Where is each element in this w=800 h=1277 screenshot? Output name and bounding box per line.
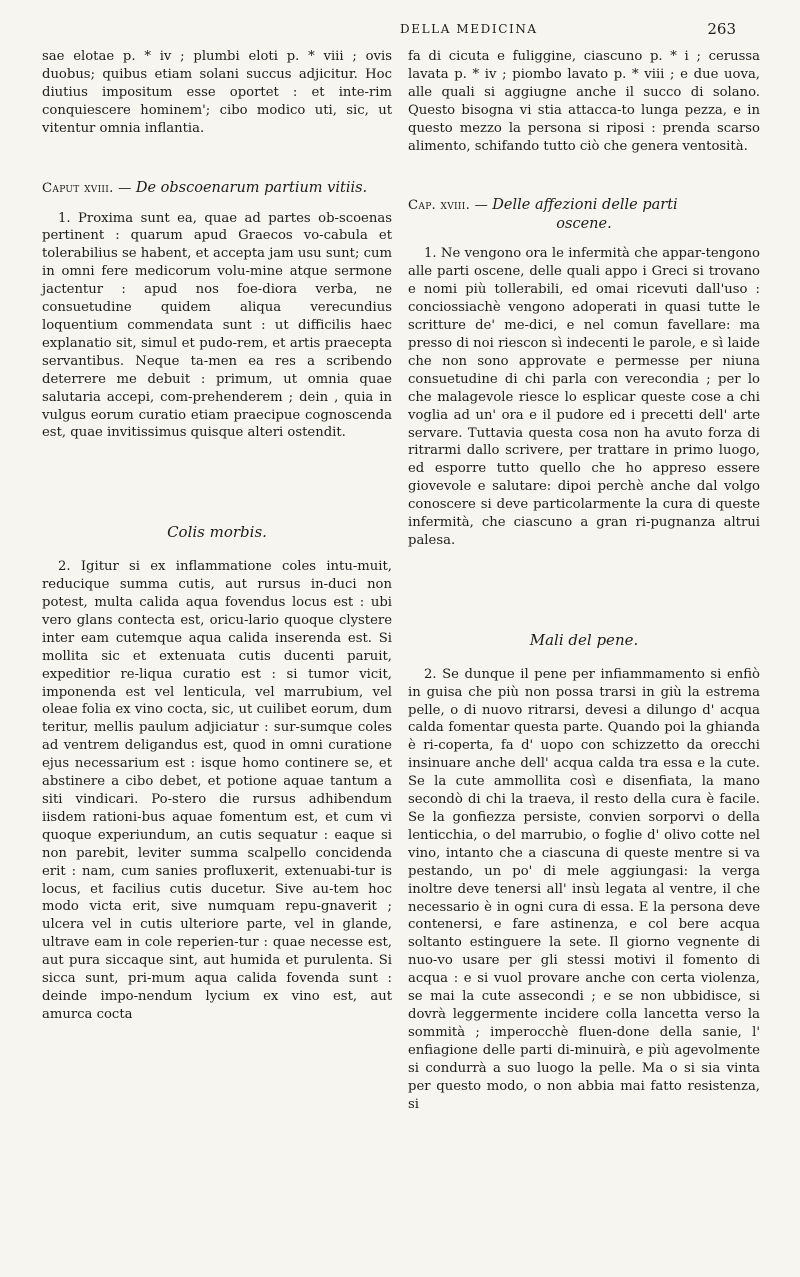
latin-column — [42, 48, 392, 1024]
latin-chapter-heading — [42, 179, 392, 198]
italian-paragraph-1: 1. Ne vengono ora le infermità che appar-tengono alle parti oscene, delle quali appo i Greci si trovano e nomi più tollerabili, ed omai ricevuti dall'uso : conciossiachè vengono adoperati in quasi tutte le scritture de' me-dici, e nel comun favellare: ma presso di noi riescon sì indecenti le parole, e sì laide che non sono approvate e permesse per niuna consuetudine di chi parla con verecondia ; per lo che malagevole riesce lo esplicar queste cose a chi voglia ad un' ora e il pudore ed i precetti dell' arte servare. Tuttavia questa cosa non ha avuto forza di ritrarmi dallo scrivere, per trattare in primo luogo, ed esporre tutto quello che ho appreso essere giovevole e salutare: dipoi perchè anche dal volgo conoscere si deve particolarmente la cura di queste infermità, che ciascuno a gran ri-pugnanza altrui palesa. — [408, 246, 760, 548]
italian-chapter-label: Cap. xviii. — — [408, 198, 489, 214]
page-number: 263 — [707, 20, 736, 38]
latin-paragraph-2: 2. Igitur si ex inflammatione coles intu-muit, reducique summa cutis, aut rursus in-duci non potest, multa calida aqua fovendus locus est : ubi vero glans contecta est, oricu-lario quoque clystere inter eam cutemque aqua calida inserenda est. Si mollita sic et extenuata cutis ducenti paruit, expeditior re-liqua curatio est : si tumor vicit, imponenda est vel lenticula, vel marrubium, vel oleae folia ex vino cocta, sic, ut cuilibet eorum, dum teritur, mellis paulum adjiciatur : sur-sumque coles ad ventrem deligandus est, quod in omni curatione ejus necessarium est : isque homo continere se, et abstinere a cibo debet, et potione aquae tantum a siti vindicari. Po-stero die rursus adhibendum iisdem rationi-bus aquae fomentum est, et cum vi quoque experiundum, an cutis sequatur : eaque si non parebit, leviter summa scalpello concidenda erit : nam, cum sanies profluxerit, extenuabi-tur is locus, et facilius cutis ducetur. Sive au-tem hoc modo victa erit, sive numquam repu-gnaverit ; ulcera vel in cutis ulteriore parte, vel in glande, ultrave eam in cole reperien-tur : quae necesse est, aut pura siccaque sint, aut humida et purulenta. Si sicca sunt, pri-mum aqua calida fovenda sunt : deinde impo-nendum lycium ex vino est, aut amurca cocta — [42, 559, 392, 1022]
latin-chapter-label: Caput xviii. — — [42, 180, 132, 196]
italian-chapter-title: Delle affezioni delle parti — [492, 197, 678, 214]
latin-chapter-title: De obscoenarum partium vitiis. — [135, 179, 368, 196]
italian-column — [408, 48, 760, 1113]
italian-intro-paragraph: fa di cicuta e fuliggine, ciascuno p. * i ; cerussa lavata p. * iv ; piombo lavato p. * viii ; e due uova, alle quali si aggiugne anche il succo di solano. Questo bisogna vi stia attacca-to lunga pezza, e in questo mezzo la persona si riposi : prenda scarso alimento, schifando tutto ciò che genera ventosità. — [408, 49, 760, 154]
italian-section-title: Mali del pene. — [529, 630, 639, 649]
latin-intro-paragraph: sae elotae p. * iv ; plumbi eloti p. * viii ; ovis duobus; quibus etiam solani succus adjicitur. Hoc diutius impositum esse oportet : et inte-rim conquiescere hominem'; cibo modico uti, sic, ut vitentur omnia inflantia. — [42, 49, 392, 136]
running-title: DELLA MEDICINA — [400, 22, 538, 36]
running-head — [0, 22, 800, 46]
italian-chapter-heading — [408, 196, 760, 233]
latin-section-title: Colis morbis. — [167, 523, 267, 542]
latin-paragraph-1: 1. Proxima sunt ea, quae ad partes ob-scoenas pertinent : quarum apud Graecos vo-cabula et tolerabilius se habent, et accepta jam usu sunt; cum in omni fere medicorum volu-mine atque sermone jactentur : apud nos foe-diora verba, ne consuetudine quidem aliqua verecundius loquentium commendata sunt : ut difficilis haec explanatio sit, simul et pudo-rem, et artis praecepta servantibus. Neque ta-men ea res a scribendo deterrere me debuit : primum, ut omnia quae salutaria accepi, com-prehenderem ; dein , quia in vulgus eorum curatio etiam praecipue cognoscenda est, quae invitissimus quisque alteri ostendit. — [42, 210, 392, 441]
italian-chapter-title-continued: oscene. — [556, 216, 612, 233]
italian-paragraph-2: 2. Se dunque il pene per infiammamento si enfiò in guisa che più non possa trarsi in giù la estrema pelle, o di nuovo ritrarsi, devesi a dilungo d' acqua calda fomentar questa parte. Quando poi la ghianda è ri-coperta, fa d' uopo con schizzetto da orecchi insinuare anche dell' acqua calda tra essa e la cute. Se la cute ammollita così e disenfiata, la mano secondò di chi la traeva, il resto della cura è facile. Se la gonfiezza persiste, convien sorporvi o della lenticchia, o del marrubio, o foglie d' olivo cotte nel vino, intanto che a ciascuna di queste mentre si va pestando, un po' di mele aggiungasi: la verga inoltre deve tenersi all' insù legata al ventre, il che necessario è in ogni cura di essa. E la persona deve contenersi, e fare astinenza, e col bere acqua soltanto estinguere la sete. Il giorno vegnente di nuo-vo usare per gli stessi motivi il fomento di acqua : e si vuol provare anche con certa violenza, se mai la cute assecondi ; e se non ubbidisce, si dovrà leggermente incidere colla lancetta verso la sommità ; imperocchè fluen-done della sanie, l' enfiagione delle parti di-minuirà, e più agevolmente si condurrà a suo luogo la pelle. Ma o si sia vinta per questo modo, o non abbia mai fatto resistenza, si — [408, 666, 760, 1112]
